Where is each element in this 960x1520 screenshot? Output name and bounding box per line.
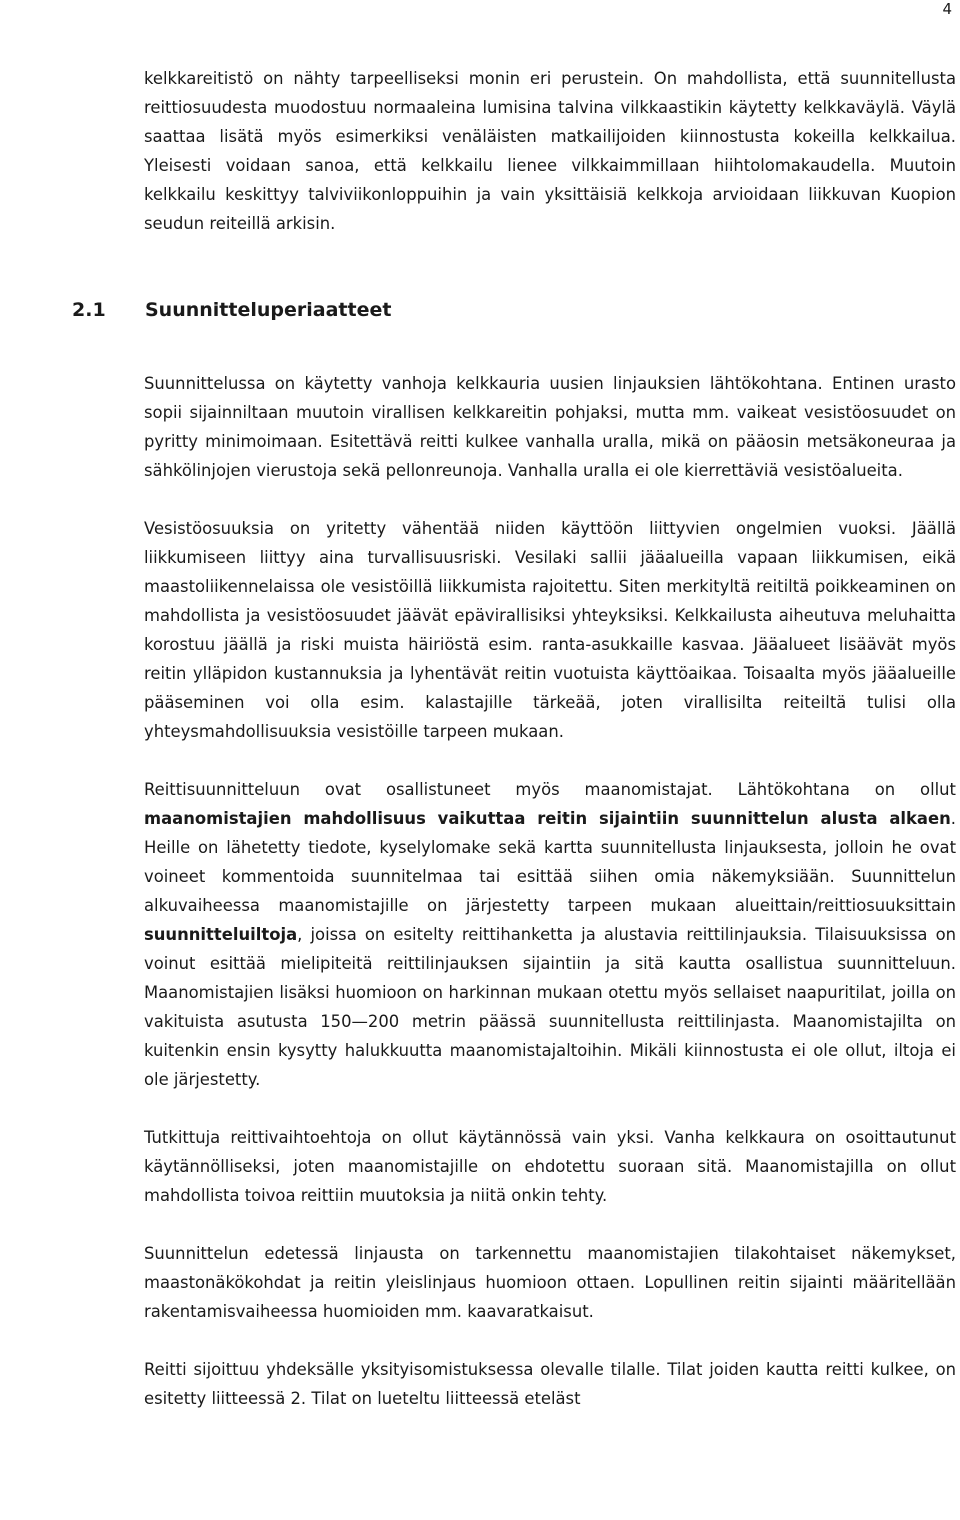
section-title: Suunnitteluperiaatteet xyxy=(145,299,392,321)
paragraph-landowners-part-a: Reittisuunnitteluun ovat osallistuneet myös maanomistajat. Lähtökohtana on ollut xyxy=(144,780,956,799)
paragraph-design-basis: Suunnittelussa on käytetty vanhoja kelkkauria uusien linjauksien lähtökohtana. Entinen urasto sopii sijainniltaan muutoin virallisen kelkkareitin pohjaksi, mutta mm. vaikeat vesistöosuudet on pyritty minimoimaan. Esitettävä reitti kulkee vanhalla uralla, mikä on pääosin metsäkoneuraa ja sähkölinjojen vierustoja sekä pellonreunoja. Vanhalla uralla ei ole kierrettäviä vesistöalueita. xyxy=(144,374,956,480)
section-heading xyxy=(72,296,956,325)
section-number: 2.1 xyxy=(72,299,106,321)
paragraph-alternatives: Tutkittuja reittivaihtoehtoja on ollut käytännössä vain yksi. Vanha kelkkaura on osoittautunut käytännölliseksi, joten maanomistajille on ehdotettu suoraan sitä. Maanomistajilla on ollut mahdollista toivoa reittiin muutoksia ja niitä onkin tehty. xyxy=(144,1128,956,1205)
document-body xyxy=(72,64,956,1413)
page-number: 4 xyxy=(942,0,952,18)
paragraph-landowners-part-e: , joissa on esitelty reittihanketta ja alustavia reittilinjauksia. Tilaisuuksissa on voinut esittää mielipiteitä reittilinjauksen sijaintiin ja sitä kautta osallistua suunnitteluun. Maanomistajien lisäksi huomioon on harkinnan mukaan otettu myös sellaiset naapuritilat, joilla on vakituista asutusta 150—200 metrin päässä suunnitellusta reittilinjasta. Maanomistajilta on kuitenkin ensin kysytty halukkuutta maanomistajaltoihin. Mikäli kiinnostusta ei ole ollut, iltoja ei ole järjestetty. xyxy=(144,925,956,1089)
paragraph-refinement: Suunnittelun edetessä linjausta on tarkennettu maanomistajien tilakohtaiset näkemykset, maastonäkökohdat ja reitin yleislinjaus huomioon ottaen. Lopullinen reitin sijainti määritellään rakentamisvaiheessa huomioiden mm. kaavaratkaisut. xyxy=(144,1244,956,1321)
paragraph-landowners-bold-d: suunnitteluiltoja xyxy=(144,925,298,944)
paragraph-landowners-part-c: . Heille on lähetetty tiedote, kyselylomake sekä kartta suunnitellusta linjauksesta, jolloin he ovat voineet kommentoida suunnitelmaa tai esittää siihen omia näkemyksiään. Suunnittelun alkuvaiheessa maanomistajille on järjestetty tarpeen mukaan alueittain/reittiosuuksittain xyxy=(144,809,956,915)
paragraph-landowners xyxy=(144,775,956,1094)
paragraph-water-sections: Vesistöosuuksia on yritetty vähentää niiden käyttöön liittyvien ongelmien vuoksi. Jäällä liikkumiseen liittyy aina turvallisuusriski. Vesilaki sallii jääalueilla vapaan liikkumisen, eikä maastoliikennelaissa ole vesistöillä liikkumista rajoitettu. Siten merkityltä reitiltä poikkeaminen on mahdollista ja vesistöosuudet jäävät epävirallisiksi yhteyksiksi. Kelkkailusta aiheutuva meluhaitta korostuu jäällä ja riski muista häiriöstä esim. ranta-asukkaille kasvaa. Jääalueet lisäävät myös reitin ylläpidon kustannuksia ja lyhentävät reitin vuotuista käyttöaikaa. Toisaalta myös jääalueille pääseminen voi olla esim. kalastajille tärkeää, joten virallisilta reiteiltä tulisi olla yhteysmahdollisuuksia vesistöille tarpeen mukaan. xyxy=(144,519,956,741)
paragraph-intro: kelkkareitistö on nähty tarpeelliseksi monin eri perustein. On mahdollista, että suunnitellusta reittiosuudesta muodostuu normaaleina lumisina talvina vilkkaastikin käytetty kelkkaväylä. Väylä saattaa lisätä myös esimerkiksi venäläisten matkailijoiden kiinnostusta kokeilla kelkkailua. Yleisesti voidaan sanoa, että kelkkailu lienee vilkkaimmillaan hiihtolomakaudella. Muutoin kelkkailu keskittyy talviviikonloppuihin ja vain yksittäisiä kelkkoja arvioidaan liikkuvan Kuopion seudun reiteillä arkisin. xyxy=(144,69,956,233)
paragraph-landowners-bold-a: maanomistajien mahdollisuus vaikuttaa reitin sijaintiin suunnittelun alusta alkaen xyxy=(144,809,951,828)
paragraph-properties: Reitti sijoittuu yhdeksälle yksityisomistuksessa olevalle tilalle. Tilat joiden kautta reitti kulkee, on esitetty liitteessä 2. Tilat on lueteltu liitteessä eteläst xyxy=(144,1360,956,1408)
